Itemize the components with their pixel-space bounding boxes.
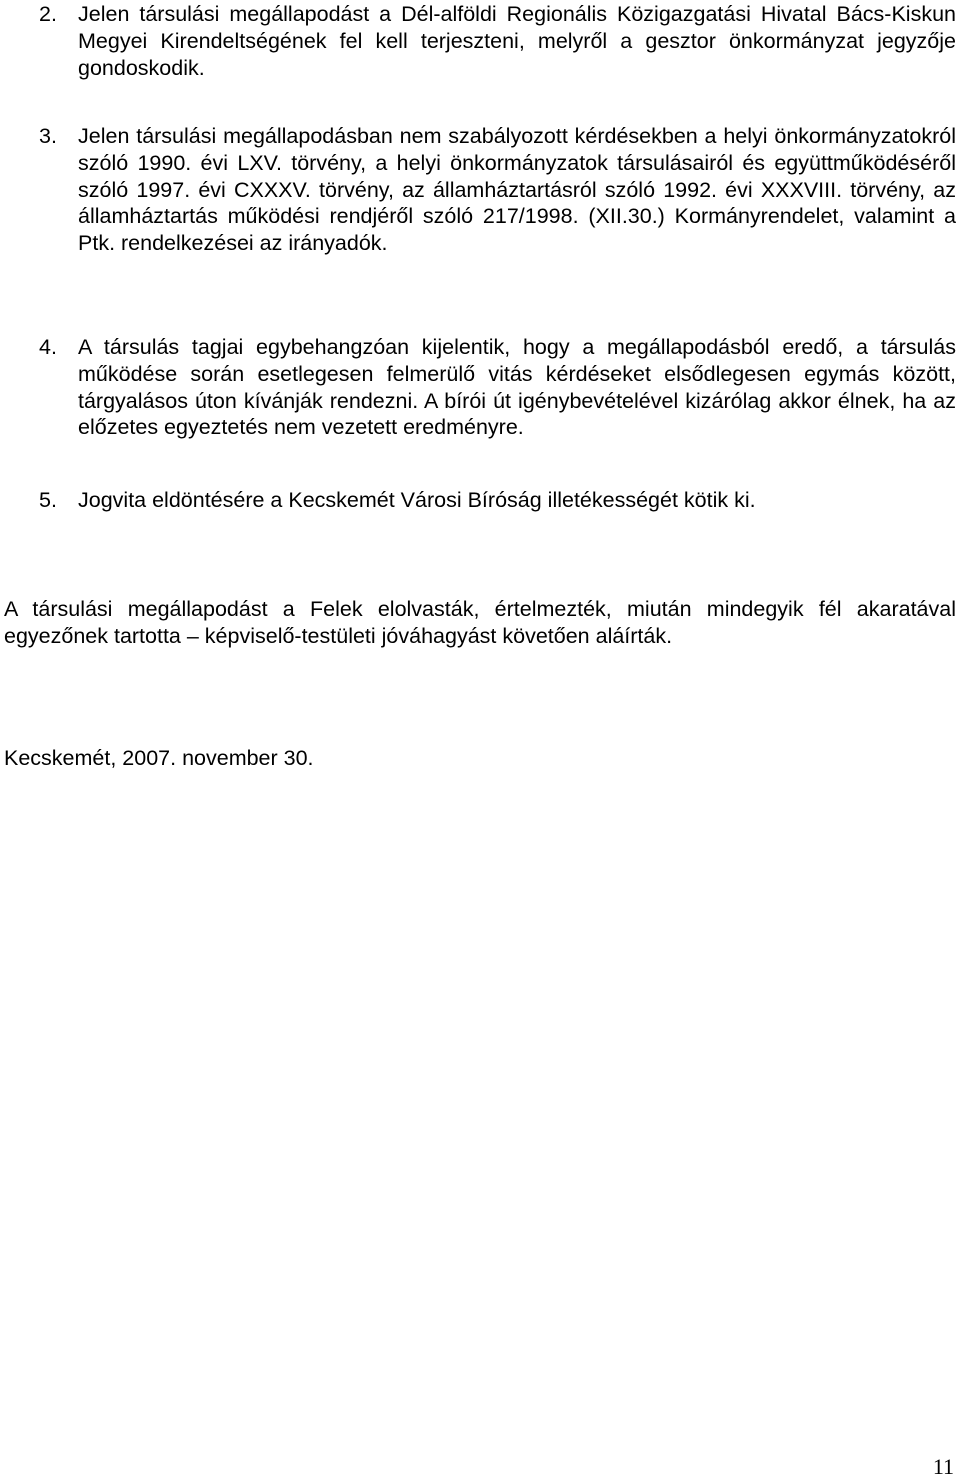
item-number: 2. xyxy=(39,2,57,26)
item-text: Jogvita eldöntésére a Kecskemét Városi Bíróság illetékességét kötik ki. xyxy=(78,488,756,512)
item-text: Jelen társulási megállapodást a Dél-alföldi Regionális Közigazgatási Hivatal Bács-Kiskun Megyei Kirendeltségének fel kell terjeszteni, melyről a gesztor önkormányzat jegyzője gondoskodik. xyxy=(78,2,956,80)
place-date: Kecskemét, 2007. november 30. xyxy=(4,746,314,770)
closing-paragraph: A társulási megállapodást a Felek elolvasták, értelmezték, miután mindegyik fél akaratával egyezőnek tartotta – képviselő-testületi jóváhagyást követően aláírták. xyxy=(4,597,956,648)
item-text: Jelen társulási megállapodásban nem szabályozott kérdésekben a helyi önkormányzatokról szóló 1990. évi LXV. törvény, a helyi önkormányzatok társulásairól és együttműködéséről szóló 1997. évi CXXXV. törvény, az államháztartásról szóló 1992. évi XXXVIII. törvény, az államháztartás működési rendjéről szóló 217/1998. (XII.30.) Kormányrendelet, valamint a Ptk. rendelkezései az irányadók. xyxy=(78,124,956,256)
item-number: 4. xyxy=(39,335,57,359)
item-text: A társulás tagjai egybehangzóan kijelentik, hogy a megállapodásból eredő, a társulás működése során esetlegesen felmerülő vitás kérdéseket elsődlegesen egymás között, tárgyalásos úton kívánják rendezni. A bírói út igénybevételével kizárólag akkor élnek, ha az előzetes egyeztetés nem vezetett eredményre. xyxy=(78,335,956,440)
item-number: 3. xyxy=(39,124,57,148)
item-number: 5. xyxy=(39,488,57,512)
page-number: 11 xyxy=(932,1454,954,1479)
